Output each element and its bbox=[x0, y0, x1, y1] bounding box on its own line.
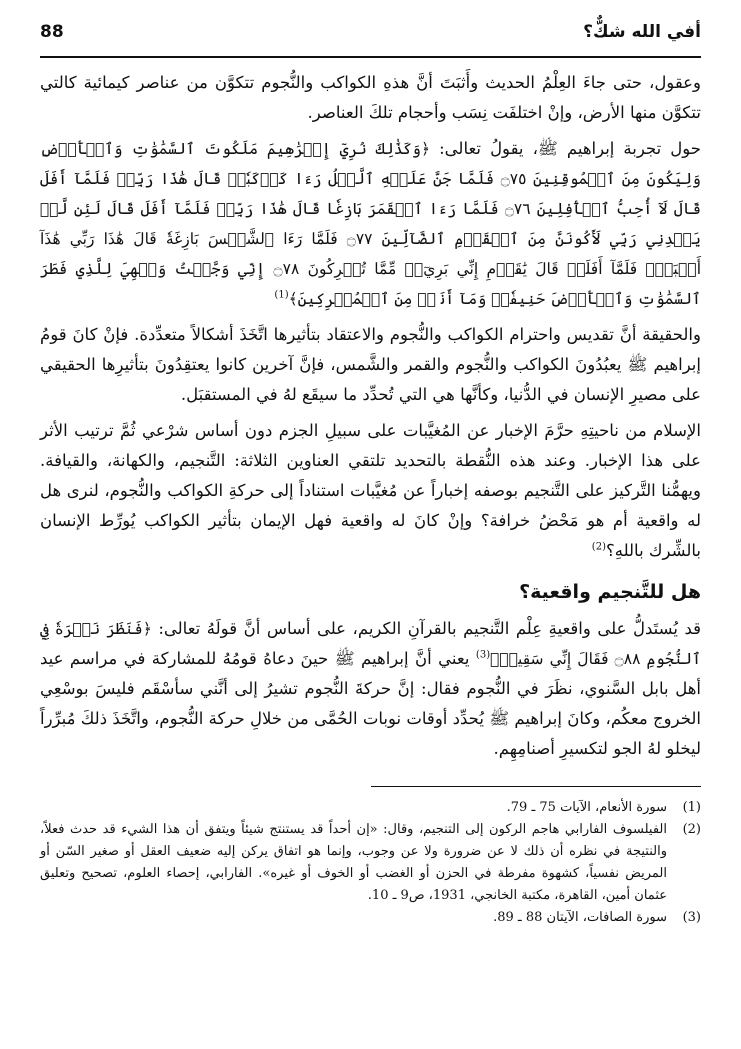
footnote-ref-2[interactable]: (2) bbox=[591, 541, 606, 553]
paragraph-4-text: الإسلام من ناحيتِهِ حرَّمَ الإخبار عن المُغيَّبات على سبيلِ الجزم دون أساس شرْعي ثُمَّ ترتيب الأثر على هذا الإخبار. وعند هذه النُّقطة بالتحديد تلتقي العناوين الثلاثة: التَّنجيم، والكهانة، والقيافة. ويهمُّنا التَّركيز على التَّنجيم بوصفه إخباراً عن مُغيَّبات استناداً إلى حركةِ الكواكب والنُّجوم، لنرى هل له واقعية أم هو مَحْضُ خرافة؟ وإنْ كانَ له واقعية فهل الإيمان بتأثير الكواكب يُورِّط الإنسان بالشِّرك باللهِ؟ bbox=[40, 421, 701, 560]
running-header bbox=[40, 22, 701, 52]
header-rule bbox=[40, 56, 701, 58]
page-number: 88 bbox=[40, 22, 64, 42]
paragraph-2 bbox=[40, 134, 701, 314]
footnote-separator bbox=[371, 786, 701, 787]
paragraph-5-body: يعني أنَّ إبراهيم ﷺ حينَ دعاهُ قومُهُ للمشاركة في مراسم عيد أهل بابل السَّنوي، نظَرَ في النُّجوم فقال: إنَّ حركةَ النُّجوم تشيرُ إلى أنَّني سأسْقَم فليسَ بوسْعِي الخروج معكُم، وكانَ إبراهيم ﷺ يُحدِّد أوقات نوبات الحُمَّى من خلالِ حركة النُّجوم، واتَّخَذَ ذلكَ مُبرِّراً ليخلو لهُ الجو لتكسيرِ أصنامِهِم. bbox=[40, 649, 701, 758]
running-title: أفي الله شكٌّ؟ bbox=[583, 22, 701, 42]
footnote-mark: (2) bbox=[682, 822, 701, 837]
footnote-3 bbox=[40, 907, 701, 929]
footnote-2 bbox=[40, 819, 701, 907]
paragraph-2-intro: حول تجربة إبراهيم ﷺ، يقولُ تعالى: bbox=[439, 139, 701, 158]
footnote-1 bbox=[40, 797, 701, 819]
paragraph-5 bbox=[40, 614, 701, 764]
footnote-text: سورة الأنعام، الآيات 75 ـ 79. bbox=[506, 800, 667, 815]
footnotes bbox=[40, 797, 701, 929]
footnote-ref-1[interactable]: (1) bbox=[274, 289, 289, 301]
footnote-ref-3[interactable]: (3) bbox=[475, 649, 491, 661]
quran-verse-anam: ﴿وَكَذَٰلِكَ نُرِيٓ إِبۡرَٰهِيمَ مَلَكُوتَ ٱلسَّمَٰوَٰتِ وَٱلۡأَرۡضِ وَلِيَكُونَ مِنَ ٱلۡمُوقِنِينَ ۝٧٥ فَلَمَّا جَنَّ عَلَيۡهِ ٱلَّيۡلُ رَءَا كَوۡكَبٗاۖ قَالَ هَٰذَا رَبِّيۖ فَلَمَّآ أَفَلَ قَالَ لَآ أُحِبُّ ٱلۡأٓفِلِينَ ۝٧٦ فَلَمَّا رَءَا ٱلۡقَمَرَ بَازِغٗا قَالَ هَٰذَا رَبِّيۖ فَلَمَّآ أَفَلَ قَالَ لَئِن لَّمۡ يَهۡدِنِي رَبِّي لَأَكُونَنَّ مِنَ ٱلۡقَوۡمِ ٱلضَّآلِّينَ ۝٧٧ فَلَمَّا رَءَا ٱلشَّمۡسَ بَازِغَةٗ قَالَ هَٰذَا رَبِّي هَٰذَآ أَكۡبَرُۖ فَلَمَّآ أَفَلَتۡ قَالَ يَٰقَوۡمِ إِنِّي بَرِيٓءٞ مِّمَّا تُشۡرِكُونَ ۝٧٨ إِنِّي وَجَّهۡتُ وَجۡهِيَ لِلَّذِي فَطَرَ ٱلسَّمَٰوَٰتِ وَٱلۡأَرۡضَ حَنِيفٗاۖ وَمَآ أَنَا۠ مِنَ ٱلۡمُشۡرِكِينَ﴾ bbox=[40, 140, 701, 308]
footnote-mark: (1) bbox=[682, 800, 701, 815]
paragraph-3: والحقيقة أنَّ تقديس واحترام الكواكب والنُّجوم والاعتقاد بتأثيرها اتَّخَذَ أشكالاً متعدِّدة. فإنْ كانَ قومُ إبراهيم ﷺ يعبُدُونَ الكواكب والنُّجوم والقمر والشَّمس، فإنَّ آخرين كانوا يعتقِدُونَ بتأثيرِها الحقيقي على مصيرِ الإنسان في الدُّنيا، وكأنَّها هي التي تُحدِّد ما سيقَع لهُ في المستقبَل. bbox=[40, 325, 701, 404]
footnote-text: سورة الصافات، الآيتان 88 ـ 89. bbox=[493, 910, 667, 925]
paragraph-5-intro: قد يُستَدلُّ على واقعيةِ عِلْم التَّنجيم بالقرآنِ الكريم، على أساس أنَّ قولَهُ تعالى: bbox=[158, 619, 701, 638]
paragraph-4 bbox=[40, 416, 701, 566]
section-heading: هل للتَّنجيم واقعية؟ bbox=[519, 581, 701, 603]
paragraph-1: وعقول، حتى جاءَ العِلْمُ الحديث وأَثبَتَ أنَّ هذهِ الكواكب والنُّجوم تتكوَّن من عناصر كيمائية كالتي تتكوَّن منها الأرض، وإنْ اختلفَت نِسَب وأحجام تلكَ العناصر. bbox=[40, 73, 701, 122]
quran-verse-saffat: ﴿فَنَظَرَ نَظۡرَةٗ فِي ٱلنُّجُومِ ۝٨٨ فَقَالَ إِنِّي سَقِيمٞ﴾ bbox=[40, 620, 702, 668]
footnote-text: الفيلسوف الفارابي هاجم الركون إلى التنجيم، وقال: «إن أحداً قد يستنتج شيئاً ويتفق أن هذا الشيء قد حدث فعلاً، والنتيجة في نظره أن ذلك لا عن ضرورة ولا عن وجوب، وإنما هو اتفاق يركن إليه ضعيف العقل أو صغير السّن أو المريض نفسياً، كشهوة مفرطة في الحزن أو الغضب أو الخوف أو غيره». الفارابي، إحصاء العلوم، تصحيح وتعليق عثمان أمين، القاهرة، مكتبة الخانجي، 1931، ص9 ـ 10. bbox=[40, 822, 667, 903]
book-page bbox=[40, 22, 701, 929]
footnote-mark: (3) bbox=[682, 910, 701, 925]
